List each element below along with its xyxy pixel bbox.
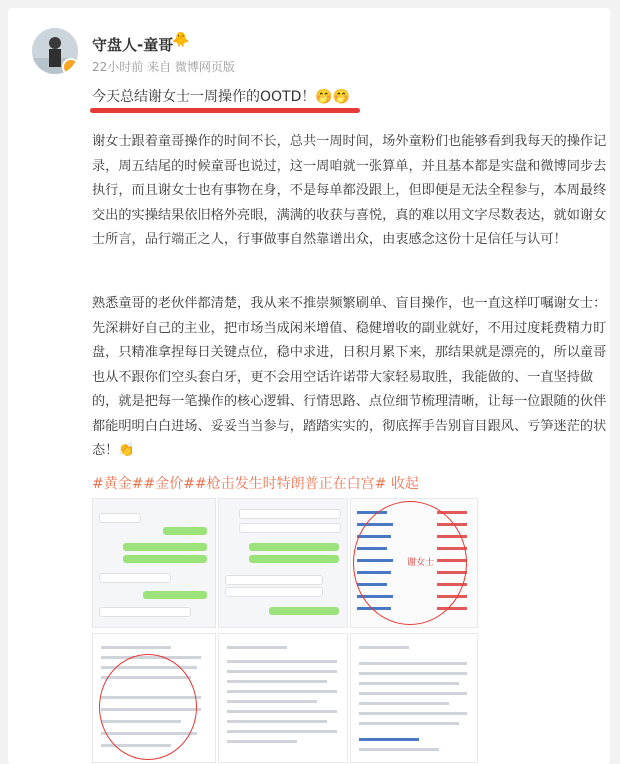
image-overlay-label: 谢女士 <box>407 558 435 568</box>
post-image-5[interactable] <box>218 633 348 763</box>
headline-underline <box>90 108 360 113</box>
post-paragraph-1: 谢女士跟着童哥操作的时间不长，总共一周时间，场外童粉们也能够看到我每天的操作记录，周五结尾的时候童哥也说过，这一周咱就一张算单，并且基本都是实盘和微博同步去执行，而且谢女士也有事物在身，不是每单都没跟上，但即便是无法全程参与，本周最终交出的实操结果依旧格外亮眼，满满的收获与喜悦，真的难以用文字尽数表达，就如谢女士所言，品行端正之人，行事做事自然靠谱出众，由衷感念这份十足信任与认可！ <box>92 134 607 247</box>
author-name[interactable]: 守盘人-童哥 <box>92 36 174 54</box>
post-image-3[interactable] <box>350 498 478 628</box>
post-image-1[interactable] <box>92 498 216 628</box>
author-badge-icon: 🐥 <box>172 32 190 48</box>
post-image-2[interactable] <box>218 498 348 628</box>
post-image-6[interactable] <box>350 633 478 763</box>
avatar[interactable] <box>32 28 78 74</box>
post-headline: 今天总结谢女士一周操作的OOTD！🤭🤭 <box>92 89 351 105</box>
post-panel <box>8 8 610 764</box>
post-paragraph-2: 熟悉童哥的老伙伴都清楚，我从来不推崇频繁刷单、盲目操作，也一直这样叮嘱谢女士：先深耕好自己的主业，把市场当成闲米增值、稳健增收的副业就好，不用过度耗费精力盯盘，只精准拿捏每日关键点位，稳中求进，日积月累下来，那结果就是漂亮的，所以童哥也从不跟你们空头套白牙，更不会用空话许诺带大家轻易取胜，我能做的、一直坚持做的，就是把每一笔操作的核心逻辑、行情思路、点位细节梳理清晰，让每一位跟随的伙伴都能明明白白进场、妥妥当当参与，踏踏实实的，彻底挥手告别盲目跟风、亏笋迷茫的状态！👏 <box>92 296 607 458</box>
post-hashtags[interactable]: #黄金##金价##枪击发生时特朗普正在白宫# 收起 <box>92 476 419 492</box>
post-image-4[interactable] <box>92 633 216 763</box>
post-meta: 22小时前 来自 微博网页版 <box>92 60 235 74</box>
verified-badge-icon <box>62 58 78 74</box>
